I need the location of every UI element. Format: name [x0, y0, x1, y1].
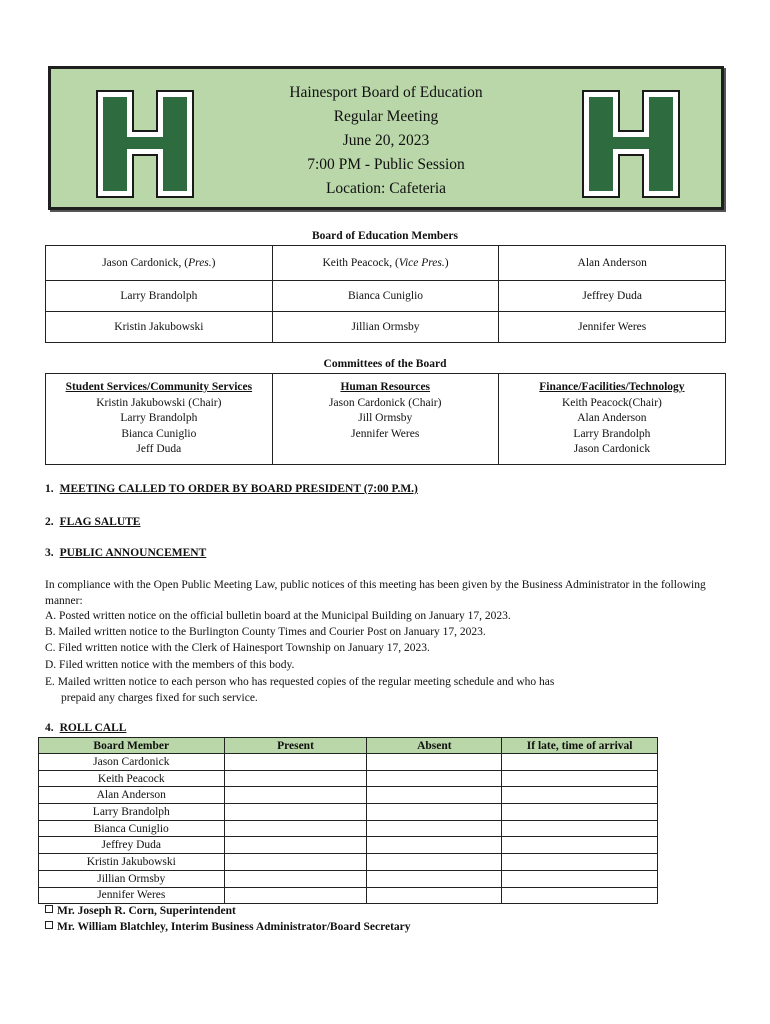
arrival-time-cell[interactable]	[502, 887, 658, 904]
arrival-time-cell[interactable]	[502, 770, 658, 787]
table-row	[46, 312, 726, 343]
committee-member: Jason Cardonick	[573, 443, 651, 455]
agenda-item-1	[45, 483, 418, 495]
agenda-item-3	[45, 547, 206, 559]
committee-title: Human Resources	[340, 381, 431, 393]
h-logo-left-icon	[95, 89, 195, 199]
public-notice-intro: In compliance with the Open Public Meeting Law, public notices of this meeting has been given by the Business Administrator in the following manner:	[45, 579, 706, 607]
table-row	[46, 374, 726, 465]
member-name: Larry Brandolph	[39, 804, 225, 821]
notice-a: A. Posted written notice on the official bulletin board at the Municipal Building on January 17, 2023.	[45, 610, 511, 622]
member-name: Jennifer Weres	[39, 887, 225, 904]
present-cell[interactable]	[224, 837, 367, 854]
absent-cell[interactable]	[367, 820, 502, 837]
member-cell: Keith Peacock, (Vice Pres.)	[272, 246, 499, 281]
present-cell[interactable]	[224, 754, 367, 771]
present-cell[interactable]	[224, 887, 367, 904]
meeting-header-text	[231, 81, 541, 201]
table-row	[46, 246, 726, 281]
member-name: Keith Peacock	[39, 770, 225, 787]
attendee-label: Mr. Joseph R. Corn, Superintendent	[57, 905, 236, 917]
meeting-date: June 20, 2023	[342, 132, 430, 149]
member-cell: Bianca Cuniglio	[272, 281, 499, 312]
absent-cell[interactable]	[367, 770, 502, 787]
meeting-time: 7:00 PM - Public Session	[307, 156, 465, 173]
column-header: Present	[224, 738, 367, 754]
committees-title: Committees of the Board	[323, 358, 447, 370]
member-cell: Jillian Ormsby	[272, 312, 499, 343]
absent-cell[interactable]	[367, 870, 502, 887]
committee-member: Jason Cardonick (Chair)	[329, 396, 442, 409]
committee-member: Keith Peacock(Chair)	[561, 396, 662, 409]
table-row	[39, 754, 658, 771]
member-name: Alan Anderson	[39, 787, 225, 804]
committee-member: Jill Ormsby	[358, 412, 413, 424]
board-name: Hainesport Board of Education	[289, 84, 483, 101]
arrival-time-cell[interactable]	[502, 754, 658, 771]
present-cell[interactable]	[224, 770, 367, 787]
absent-cell[interactable]	[367, 854, 502, 871]
arrival-time-cell[interactable]	[502, 837, 658, 854]
absent-cell[interactable]	[367, 754, 502, 771]
present-cell[interactable]	[224, 854, 367, 871]
item-label: ROLL CALL	[59, 722, 127, 734]
absent-cell[interactable]	[367, 887, 502, 904]
member-name: Jeffrey Duda	[39, 837, 225, 854]
item-label: PUBLIC ANNOUNCEMENT	[59, 547, 207, 559]
committee-member: Larry Brandolph	[120, 412, 198, 424]
notice-e: E. Mailed written notice to each person who has requested copies of the regular meeting schedule and who has	[45, 676, 555, 688]
member-cell: Jeffrey Duda	[499, 281, 726, 312]
committee-member: Bianca Cuniglio	[121, 427, 197, 440]
attendee-superintendent	[45, 905, 236, 917]
checkbox-icon[interactable]	[45, 921, 53, 929]
table-row	[46, 281, 726, 312]
item-number: 1.	[45, 483, 54, 495]
absent-cell[interactable]	[367, 804, 502, 821]
arrival-time-cell[interactable]	[502, 870, 658, 887]
member-name: Bianca Cuniglio	[39, 820, 225, 837]
committee-member: Jeff Duda	[136, 443, 182, 455]
header-banner	[48, 66, 724, 210]
column-header: Board Member	[39, 738, 225, 754]
roll-call-table	[38, 737, 658, 904]
committee-member: Kristin Jakubowski (Chair)	[96, 396, 222, 409]
table-row	[39, 770, 658, 787]
meeting-location: Location: Cafeteria	[325, 180, 447, 197]
agenda-item-2	[45, 516, 140, 528]
member-cell: Alan Anderson	[499, 246, 726, 281]
notice-e-continued: prepaid any charges fixed for such service.	[61, 692, 258, 704]
absent-cell[interactable]	[367, 837, 502, 854]
arrival-time-cell[interactable]	[502, 854, 658, 871]
committee-title: Finance/Facilities/Technology	[539, 381, 685, 393]
notice-b: B. Mailed written notice to the Burlington County Times and Courier Post on January 17, 2023.	[45, 626, 486, 638]
table-row	[39, 787, 658, 804]
committee-title: Student Services/Community Services	[65, 381, 253, 393]
present-cell[interactable]	[224, 820, 367, 837]
item-label: MEETING CALLED TO ORDER BY BOARD PRESIDENT (7:00 P.M.)	[59, 483, 418, 495]
table-row	[39, 887, 658, 904]
item-number: 4.	[45, 722, 54, 734]
checkbox-icon[interactable]	[45, 905, 53, 913]
arrival-time-cell[interactable]	[502, 820, 658, 837]
table-row	[39, 820, 658, 837]
members-title: Board of Education Members	[312, 230, 458, 242]
table-row	[39, 804, 658, 821]
committees-table	[45, 373, 726, 465]
committee-human-resources	[272, 374, 498, 465]
present-cell[interactable]	[224, 787, 367, 804]
committee-student-services	[46, 374, 273, 465]
present-cell[interactable]	[224, 870, 367, 887]
present-cell[interactable]	[224, 804, 367, 821]
member-name: Jillian Ormsby	[39, 870, 225, 887]
arrival-time-cell[interactable]	[502, 804, 658, 821]
column-header: Absent	[367, 738, 502, 754]
committee-member: Alan Anderson	[577, 412, 647, 424]
committee-member: Jennifer Weres	[351, 427, 420, 440]
meeting-type: Regular Meeting	[333, 108, 439, 125]
item-number: 3.	[45, 547, 54, 559]
members-table	[45, 245, 726, 343]
notice-c: C. Filed written notice with the Clerk of Hainesport Township on January 17, 2023.	[45, 642, 430, 654]
committee-finance	[498, 374, 725, 465]
table-row	[39, 854, 658, 871]
member-cell: Larry Brandolph	[46, 281, 273, 312]
member-cell: Jennifer Weres	[499, 312, 726, 343]
item-label: FLAG SALUTE	[59, 516, 141, 528]
member-name: Jason Cardonick	[39, 754, 225, 771]
item-number: 2.	[45, 516, 54, 528]
member-cell: Kristin Jakubowski	[46, 312, 273, 343]
notice-d: D. Filed written notice with the members of this body.	[45, 659, 295, 671]
h-logo-right-icon	[581, 89, 681, 199]
table-row	[39, 870, 658, 887]
absent-cell[interactable]	[367, 787, 502, 804]
member-cell: Jason Cardonick, (Pres.)	[46, 246, 273, 281]
member-name: Kristin Jakubowski	[39, 854, 225, 871]
column-header: If late, time of arrival	[502, 738, 658, 754]
attendee-business-admin	[45, 921, 411, 933]
arrival-time-cell[interactable]	[502, 787, 658, 804]
attendee-label: Mr. William Blatchley, Interim Business Administrator/Board Secretary	[57, 921, 411, 933]
committee-member: Larry Brandolph	[573, 427, 651, 440]
table-header-row	[39, 738, 658, 754]
agenda-item-4	[45, 722, 126, 734]
table-row	[39, 837, 658, 854]
